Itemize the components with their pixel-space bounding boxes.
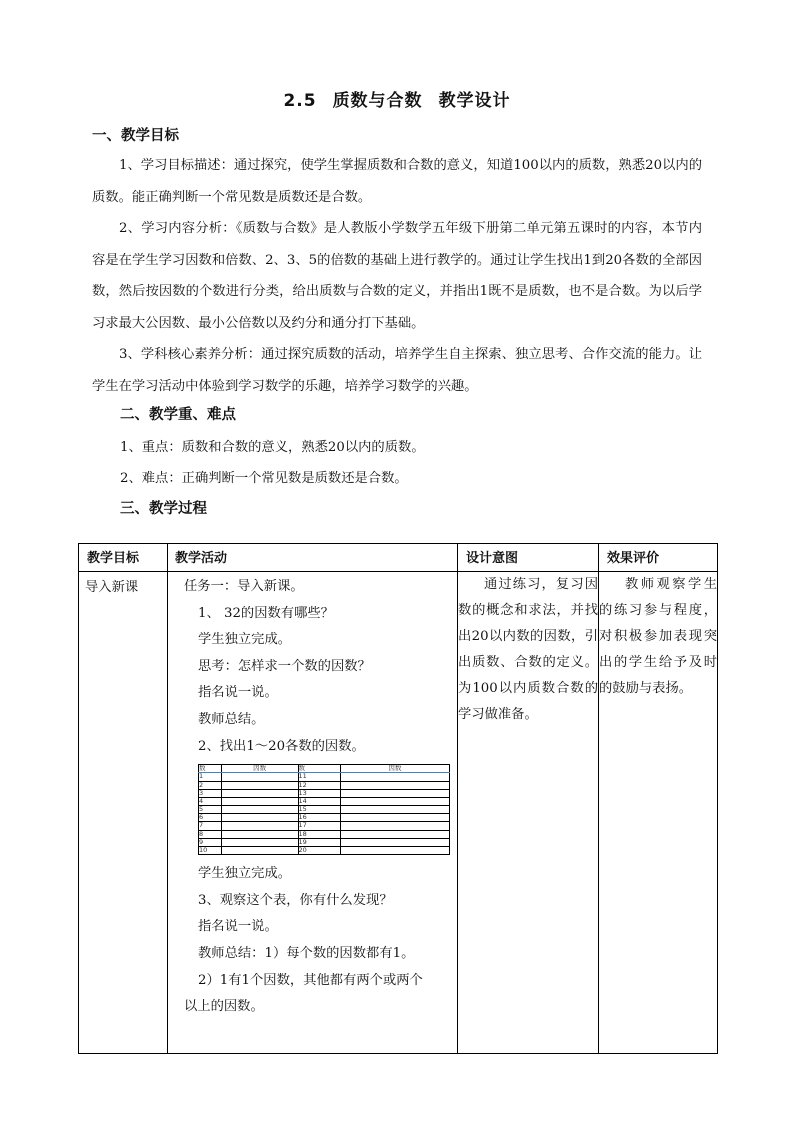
factor-cell xyxy=(340,789,449,797)
section1-paragraph-2: 2、学习内容分析：《质数与合数》是人教版小学数学五年级下册第二单元第五课时的内容，本节内容是在学生学习因数和倍数、2、3、5的倍数的基础上进行教学的。通过让学生找出1到20各数的全部因数，然后按因数的个数进行分类，给出质数与合数的定义，并指出1既不是质数，也不是合数。为以后学习求最大公因数、最小公倍数以及约分和通分打下基础。 xyxy=(92,221,702,331)
factor-cell xyxy=(340,838,449,846)
factor-row xyxy=(199,806,450,814)
factor-header-factors: 因数 xyxy=(221,765,298,773)
factor-header-factors: 因数 xyxy=(340,765,449,773)
factor-row xyxy=(199,781,450,789)
factor-cell xyxy=(340,814,449,822)
page-title xyxy=(0,86,794,111)
section3-heading: 三、教学过程 xyxy=(120,501,207,517)
factor-number: 19 xyxy=(298,838,340,846)
factor-number: 7 xyxy=(199,822,222,830)
activity-line: 指名说一说。 xyxy=(198,919,278,935)
factor-header-number: 数 xyxy=(199,765,222,773)
factor-number: 6 xyxy=(199,814,222,822)
factor-row xyxy=(199,773,450,781)
title-name: 质数与合数 xyxy=(332,91,423,111)
factor-cell xyxy=(221,838,298,846)
factor-cell xyxy=(221,806,298,814)
factor-cell xyxy=(221,830,298,838)
factor-number: 15 xyxy=(298,806,340,814)
factor-row xyxy=(199,838,450,846)
factor-row xyxy=(199,814,450,822)
activity-line: 学生独立完成。 xyxy=(198,632,292,648)
activity-line: 任务一：导入新课。 xyxy=(184,579,304,594)
factor-cell xyxy=(340,822,449,830)
teaching-process-table xyxy=(78,543,718,1054)
section1-paragraph-3: 3、学科核心素养分析：通过探究质数的活动，培养学生自主探索、独立思考、合作交流的能力。让学生在学习活动中体验到学习数学的乐趣，培养学习数学的兴趣。 xyxy=(92,347,702,394)
row-activities xyxy=(168,572,458,1054)
activity-line: 思考：怎样求一个数的因数？ xyxy=(198,658,371,674)
factor-number: 8 xyxy=(199,830,222,838)
factor-cell xyxy=(221,797,298,805)
section2-item-1: 1、重点：质数和合数的意义，熟悉20以内的质数。 xyxy=(120,440,425,455)
factor-cell xyxy=(221,822,298,830)
activity-line: 以上的因数。 xyxy=(184,999,264,1015)
factor-row xyxy=(199,797,450,805)
title-number: 2.5 xyxy=(283,91,317,111)
factor-cell xyxy=(221,814,298,822)
activity-line: 教师总结。 xyxy=(198,711,265,727)
factor-table-header xyxy=(199,765,450,773)
factor-cell xyxy=(340,773,449,781)
section1-heading: 一、教学目标 xyxy=(92,128,179,144)
factor-cell xyxy=(221,847,298,855)
table-header-row xyxy=(79,544,718,572)
header-goal: 教学目标 xyxy=(87,551,140,566)
factor-table xyxy=(198,764,450,855)
factor-number: 16 xyxy=(298,814,340,822)
factor-cell xyxy=(340,830,449,838)
factor-cell xyxy=(221,781,298,789)
section2-item-2: 2、难点：正确判断一个常见数是质数还是合数。 xyxy=(120,471,408,486)
section2-heading: 二、教学重、难点 xyxy=(120,407,236,423)
factor-cell xyxy=(340,781,449,789)
factor-number: 1 xyxy=(199,773,222,781)
activity-line: 2）1有1个因数，其他都有两个或两个 xyxy=(198,972,423,988)
header-activity: 教学活动 xyxy=(175,551,228,566)
header-intent: 设计意图 xyxy=(466,551,519,566)
header-evaluation: 效果评价 xyxy=(607,551,660,566)
activity-line: 学生独立完成。 xyxy=(198,866,292,882)
factor-cell xyxy=(221,773,298,781)
factor-row xyxy=(199,847,450,855)
title-suffix: 教学设计 xyxy=(438,91,511,111)
factor-cell xyxy=(340,847,449,855)
factor-number: 12 xyxy=(298,781,340,789)
factor-number: 13 xyxy=(298,789,340,797)
activity-line: 3、观察这个表，你有什么发现？ xyxy=(198,892,393,908)
factor-number: 2 xyxy=(199,781,222,789)
factor-number: 10 xyxy=(199,847,222,855)
activity-line: 教师总结：1）每个数的因数都有1。 xyxy=(198,946,415,961)
row-intent: 通过练习，复习因数的概念和求法，并找出20以内数的因数，引出质数、合数的定义。为100以内质数合数的学习做准备。 xyxy=(458,577,598,722)
activity-line: 1、 32的因数有哪些？ xyxy=(198,605,334,621)
factor-cell xyxy=(340,797,449,805)
factor-header-number: 数 xyxy=(298,765,340,773)
factor-number: 5 xyxy=(199,806,222,814)
factor-cell xyxy=(340,806,449,814)
factor-number: 18 xyxy=(298,830,340,838)
factor-row xyxy=(199,822,450,830)
activity-line: 2、找出1～20各数的因数。 xyxy=(198,738,365,754)
factor-number: 3 xyxy=(199,789,222,797)
factor-number: 4 xyxy=(199,797,222,805)
factor-number: 14 xyxy=(298,797,340,805)
factor-row xyxy=(199,830,450,838)
factor-number: 17 xyxy=(298,822,340,830)
factor-number: 20 xyxy=(298,847,340,855)
table-row xyxy=(79,572,718,1054)
row-evaluation: 教师观察学生的练习参与程度，对积极参加表现突出的学生给予及时的鼓励与表扬。 xyxy=(599,577,717,696)
factor-number: 11 xyxy=(298,773,340,781)
factor-number: 9 xyxy=(199,838,222,846)
factor-cell xyxy=(221,789,298,797)
factor-row xyxy=(199,789,450,797)
activity-line: 指名说一说。 xyxy=(198,685,278,701)
row-goal: 导入新课 xyxy=(79,572,168,1054)
section1-paragraph-1: 1、学习目标描述：通过探究，使学生掌握质数和合数的意义，知道100以内的质数，熟悉20以内的质数。能正确判断一个常见数是质数还是合数。 xyxy=(92,158,702,205)
